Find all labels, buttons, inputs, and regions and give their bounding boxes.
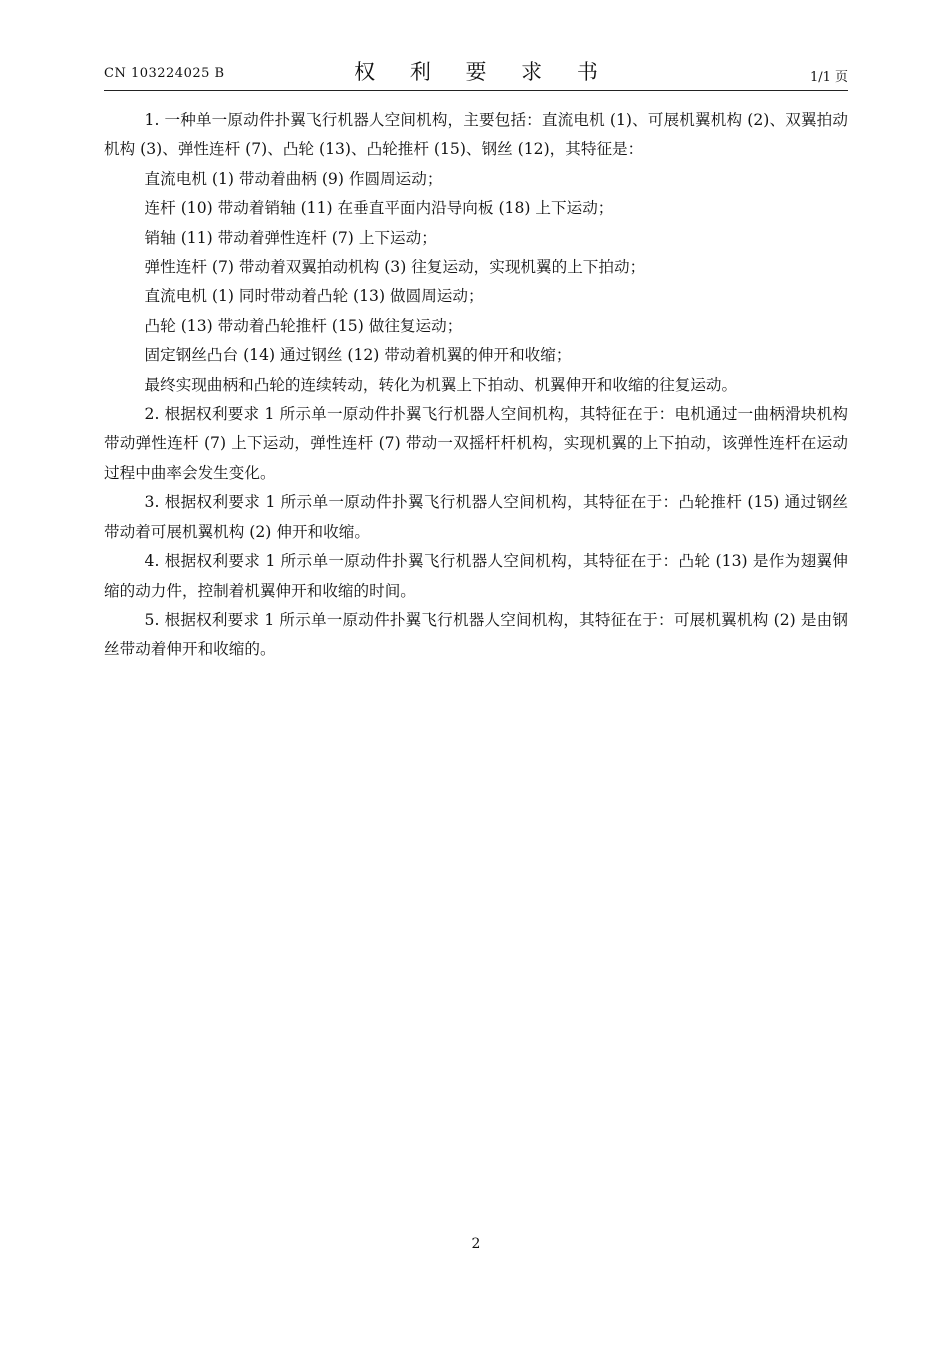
claim-2: 2. 根据权利要求 1 所示单一原动件扑翼飞行机器人空间机构，其特征在于：电机通过一曲柄滑块机构带动弹性连杆 (7) 上下运动，弹性连杆 (7) 带动一双摇杆杆机构，实现机翼的上下拍动，该弹性连杆在运动过程中曲率会发生变化。 [104,405,848,482]
page-header [104,52,848,91]
claim-1-step-1: 直流电机 (1) 带动着曲柄 (9) 作圆周运动； [144,169,443,188]
claim-1-step-2: 连杆 (10) 带动着销轴 (11) 在垂直平面内沿导向板 (18) 上下运动； [144,199,614,218]
page-number: 2 [471,1236,481,1252]
page-count-label: 1/1 页 [809,70,848,85]
claim-1-step-6: 凸轮 (13) 带动着凸轮推杆 (15) 做往复运动； [144,316,463,335]
claim-1-step-4: 弹性连杆 (7) 带动着双翼拍动机构 (3) 往复运动，实现机翼的上下拍动； [144,258,646,277]
claim-5: 5. 根据权利要求 1 所示单一原动件扑翼飞行机器人空间机构，其特征在于：可展机翼机构 (2) 是由钢丝带动着伸开和收缩的。 [104,610,848,659]
claim-1-step-5: 直流电机 (1) 同时带动着凸轮 (13) 做圆周运动； [144,287,484,306]
claim-1-conclusion: 最终实现曲柄和凸轮的连续转动，转化为机翼上下拍动、机翼伸开和收缩的往复运动。 [144,375,738,394]
publication-number: CN 103224025 B [104,66,225,81]
claim-3: 3. 根据权利要求 1 所示单一原动件扑翼飞行机器人空间机构，其特征在于：凸轮推杆 (15) 通过钢丝带动着可展机翼机构 (2) 伸开和收缩。 [104,493,848,541]
document-title: 权 利 要 求 书 [354,60,612,84]
claims-body [104,106,848,665]
claim-1-step-7: 固定钢丝凸台 (14) 通过钢丝 (12) 带动着机翼的伸开和收缩； [144,346,572,365]
claim-1-intro: 1. 一种单一原动件扑翼飞行机器人空间机构，主要包括：直流电机 (1)、可展机翼机构 (2)、双翼拍动机构 (3)、弹性连杆 (7)、凸轮 (13)、凸轮推杆 (15)、钢丝 (12)，其特征是： [104,111,848,159]
claim-1-step-3: 销轴 (11) 带动着弹性连杆 (7) 上下运动； [144,228,437,247]
claim-4: 4. 根据权利要求 1 所示单一原动件扑翼飞行机器人空间机构，其特征在于：凸轮 (13) 是作为翅翼伸缩的动力件，控制着机翼伸开和收缩的时间。 [104,552,848,600]
